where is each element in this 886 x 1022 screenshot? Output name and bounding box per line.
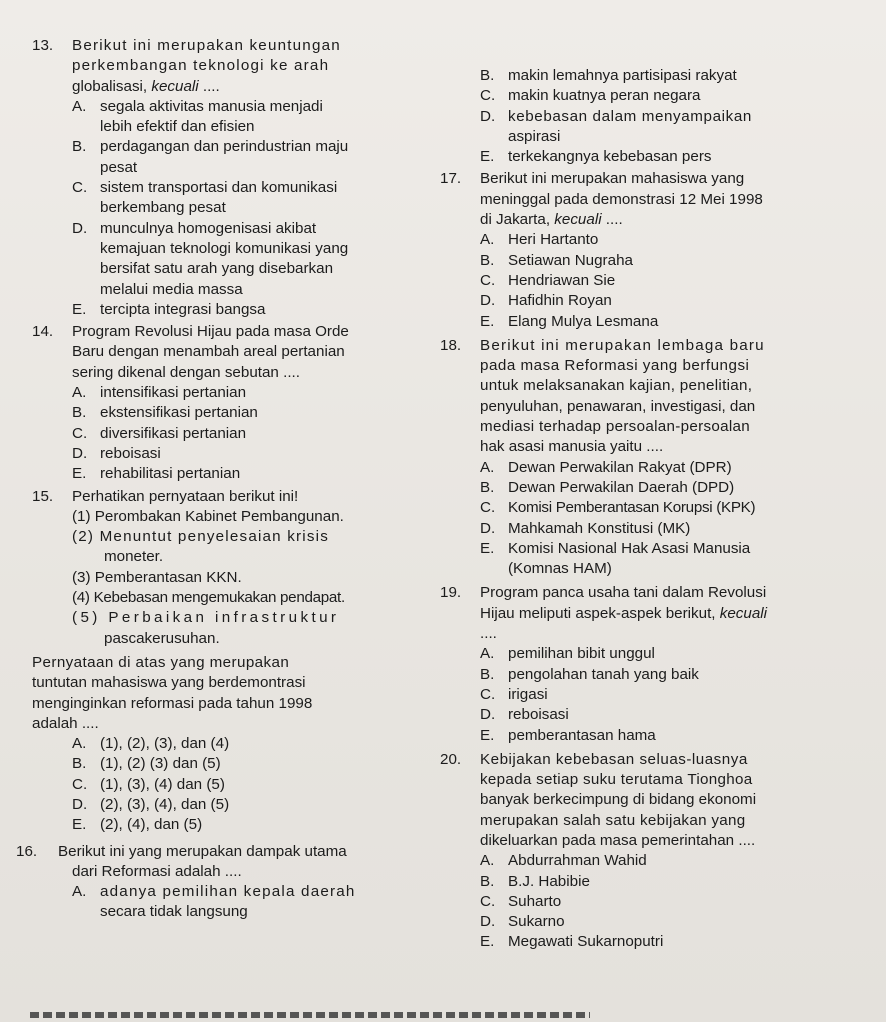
question-number: 19.: [440, 584, 462, 602]
option-letter: A.: [72, 97, 87, 115]
option-letter: E.: [480, 539, 495, 557]
question-number: 13.: [32, 37, 54, 54]
option-a: [480, 458, 876, 478]
option-text: intensifikasi pertanian: [100, 384, 247, 402]
option-text: melalui media massa: [100, 280, 243, 298]
option-letter: B.: [72, 138, 87, 156]
option-text: (1), (2), (3), dan (4): [100, 735, 230, 753]
option-text: Megawati Sukarnoputri: [508, 933, 664, 951]
option-c: [480, 892, 876, 912]
question-number: 17.: [440, 170, 462, 188]
statement: (5) Perbaikan infrastruktur: [72, 609, 340, 627]
option-text: kebebasan dalam menyampaikan: [508, 107, 752, 125]
option-letter: E.: [480, 148, 495, 166]
option-text: Elang Mulya Lesmana: [508, 312, 659, 330]
option-text: reboisasi: [100, 444, 161, 462]
question-19: [440, 583, 876, 745]
question-13: [32, 36, 414, 320]
option-d: [72, 795, 414, 815]
option-letter: B.: [72, 404, 87, 422]
option-letter: D.: [480, 913, 496, 931]
option-letter: B.: [480, 478, 495, 496]
option-letter: D.: [480, 519, 496, 537]
option-b: [480, 478, 876, 498]
right-column: [440, 66, 876, 953]
option-letter: D.: [72, 219, 88, 237]
option-letter: C.: [480, 87, 496, 105]
option-letter: C.: [480, 892, 496, 910]
question-text: Pernyataan di atas yang merupakan: [32, 653, 290, 671]
option-letter: E.: [72, 300, 87, 318]
option-d: [480, 912, 876, 932]
option-b: [72, 137, 414, 178]
option-b: [72, 754, 414, 774]
question-text: dikeluarkan pada masa pemerintahan ....: [480, 831, 756, 849]
option-a: [72, 882, 414, 923]
question-text: penyuluhan, penawaran, investigasi, dan: [480, 397, 756, 415]
option-text: (2), (4), dan (5): [100, 816, 203, 834]
option-letter: A.: [480, 645, 495, 663]
option-text: Suharto: [508, 892, 562, 910]
question-text: banyak berkecimpung di bidang ekonomi: [480, 791, 757, 809]
option-letter: C.: [480, 499, 496, 517]
option-c: [480, 498, 876, 518]
option-text: tercipta integrasi bangsa: [100, 300, 266, 318]
option-letter: E.: [480, 312, 495, 330]
statement: pascakerusuhan.: [104, 629, 220, 647]
option-letter: B.: [480, 872, 495, 890]
question-text: Berikut ini merupakan lembaga baru: [480, 336, 765, 354]
option-text: kemajuan teknologi komunikasi yang: [100, 239, 349, 257]
option-text: munculnya homogenisasi akibat: [100, 219, 317, 237]
option-b: [480, 66, 876, 86]
question-text: Hijau meliputi aspek-aspek berikut, kecuali: [480, 604, 768, 622]
question-text: meninggal pada demonstrasi 12 Mei 1998: [480, 190, 763, 208]
question-text: globalisasi, kecuali ....: [72, 77, 220, 95]
question-number: 16.: [16, 842, 38, 860]
option-letter: B.: [480, 251, 495, 269]
option-letter: C.: [72, 179, 88, 197]
option-letter: E.: [72, 465, 87, 483]
question-text: pada masa Reformasi yang berfungsi: [480, 357, 750, 375]
left-column: [16, 36, 414, 923]
option-text: Hafidhin Royan: [508, 292, 612, 310]
option-d: [480, 519, 876, 539]
option-text: pengolahan tanah yang baik: [508, 665, 699, 683]
option-text: diversifikasi pertanian: [100, 424, 247, 442]
option-text: Abdurrahman Wahid: [508, 852, 647, 870]
option-text: terkekangnya kebebasan pers: [508, 148, 712, 166]
option-c: [72, 775, 414, 795]
option-letter: D.: [480, 292, 496, 310]
statement: (4) Kebebasan mengemukakan pendapat.: [72, 589, 345, 607]
question-text: ....: [480, 625, 497, 643]
question-text: kepada setiap suku terutama Tionghoa: [480, 771, 753, 789]
question-text: Berikut ini merupakan mahasiswa yang: [480, 170, 745, 188]
option-text: segala aktivitas manusia menjadi: [100, 97, 323, 115]
option-e: [480, 932, 876, 952]
statement: (3) Pemberantasan KKN.: [72, 568, 242, 586]
option-b: [72, 403, 414, 423]
option-letter: E.: [480, 726, 495, 744]
option-text: reboisasi: [508, 706, 569, 724]
option-letter: A.: [480, 852, 495, 870]
option-d: [480, 705, 876, 725]
option-e: [72, 464, 414, 484]
option-a: [72, 383, 414, 403]
option-text: berkembang pesat: [100, 199, 226, 217]
question-text: menginginkan reformasi pada tahun 1998: [32, 694, 313, 712]
statement: (1) Perombakan Kabinet Pembangunan.: [72, 507, 344, 525]
option-text: perdagangan dan perindustrian maju: [100, 138, 349, 156]
option-e: [72, 300, 414, 320]
option-text: B.J. Habibie: [508, 872, 590, 890]
option-letter: A.: [480, 458, 495, 476]
option-text: lebih efektif dan efisien: [100, 118, 255, 136]
option-text: pesat: [100, 158, 138, 176]
option-b: [480, 251, 876, 271]
option-a: [72, 97, 414, 138]
question-16-continued: [440, 66, 876, 167]
question-16: [16, 842, 414, 923]
option-text: sistem transportasi dan komunikasi: [100, 179, 338, 197]
option-letter: A.: [480, 231, 495, 249]
option-letter: B.: [480, 67, 495, 84]
question-text: Program panca usaha tani dalam Revolusi: [480, 584, 767, 602]
question-text: Baru dengan menambah areal pertanian: [72, 343, 345, 361]
question-text: Kebijakan kebebasan seluas-luasnya: [480, 750, 748, 768]
option-text: Setiawan Nugraha: [508, 251, 633, 269]
option-letter: D.: [480, 107, 496, 125]
statement: (2) Menuntut penyelesaian krisis: [72, 528, 330, 546]
question-text: mediasi terhadap persoalan-persoalan: [480, 418, 750, 436]
option-text: Hendriawan Sie: [508, 271, 616, 289]
option-letter: A.: [72, 735, 87, 753]
question-text: Program Revolusi Hijau pada masa Orde: [72, 323, 349, 341]
option-text: Mahkamah Konstitusi (MK): [508, 519, 691, 537]
question-text: sering dikenal dengan sebutan ....: [72, 363, 300, 381]
cut-off-text-line: [30, 1012, 590, 1018]
option-text: (1), (2) (3) dan (5): [100, 755, 221, 773]
question-text: tuntutan mahasiswa yang berdemontrasi: [32, 674, 306, 692]
option-a: [480, 644, 876, 664]
option-e: [480, 312, 876, 332]
option-text: irigasi: [508, 685, 548, 703]
option-letter: D.: [72, 444, 88, 462]
option-letter: C.: [480, 685, 496, 703]
option-letter: E.: [480, 933, 495, 951]
question-18: [440, 336, 876, 580]
option-text: adanya pemilihan kepala daerah: [100, 883, 356, 901]
option-a: [72, 734, 414, 754]
statement: moneter.: [104, 548, 164, 566]
option-letter: C.: [480, 271, 496, 289]
question-text: Berikut ini yang merupakan dampak utama: [58, 842, 347, 860]
option-text: aspirasi: [508, 127, 561, 145]
option-c: [480, 271, 876, 291]
option-letter: C.: [72, 775, 88, 793]
option-text: pemberantasan hama: [508, 726, 656, 744]
option-letter: D.: [480, 706, 496, 724]
question-text: untuk melaksanakan kajian, penelitian,: [480, 377, 753, 395]
question-number: 18.: [440, 336, 462, 354]
option-e: [480, 147, 876, 167]
question-text: perkembangan teknologi ke arah: [72, 57, 330, 75]
option-text: rehabilitasi pertanian: [100, 465, 241, 483]
option-e: [480, 726, 876, 746]
option-letter: A.: [72, 883, 87, 901]
question-text: hak asasi manusia yaitu ....: [480, 438, 664, 456]
option-letter: B.: [480, 665, 495, 683]
option-e: [480, 539, 876, 580]
option-text: Komisi Pemberantasan Korupsi (KPK): [508, 499, 756, 517]
question-number: 15.: [32, 487, 54, 505]
question-20: [440, 750, 876, 953]
option-text: (1), (3), (4) dan (5): [100, 775, 225, 793]
question-text: di Jakarta, kecuali ....: [480, 211, 623, 229]
option-c: [72, 424, 414, 444]
question-14: [32, 322, 414, 484]
option-b: [480, 665, 876, 685]
question-15: [32, 487, 414, 836]
option-text: bersifat satu arah yang disebarkan: [100, 260, 334, 278]
option-text: Heri Hartanto: [508, 231, 599, 249]
option-d: [72, 444, 414, 464]
option-d: [480, 107, 876, 148]
question-text: merupakan salah satu kebijakan yang: [480, 811, 746, 829]
option-text: Komisi Nasional Hak Asasi Manusia: [508, 539, 751, 557]
option-c: [480, 86, 876, 106]
option-text: Dewan Perwakilan Rakyat (DPR): [508, 458, 732, 476]
option-c: [72, 178, 414, 219]
option-text: (2), (3), (4), dan (5): [100, 795, 230, 813]
question-text: adalah ....: [32, 714, 99, 732]
option-letter: D.: [72, 795, 88, 813]
question-text: Perhatikan pernyataan berikut ini!: [72, 487, 299, 505]
option-text: pemilihan bibit unggul: [508, 645, 655, 663]
option-text: ekstensifikasi pertanian: [100, 404, 258, 422]
option-d: [72, 219, 414, 300]
option-letter: A.: [72, 384, 87, 402]
option-text: Dewan Perwakilan Daerah (DPD): [508, 478, 735, 496]
option-a: [480, 851, 876, 871]
option-text: Sukarno: [508, 913, 565, 931]
option-text: (Komnas HAM): [508, 560, 612, 578]
option-c: [480, 685, 876, 705]
question-17: [440, 169, 876, 331]
question-number: 14.: [32, 323, 54, 341]
option-letter: B.: [72, 755, 87, 773]
option-a: [480, 230, 876, 250]
option-text: makin lemahnya partisipasi rakyat: [508, 67, 737, 84]
option-letter: E.: [72, 816, 87, 834]
question-text: dari Reformasi adalah ....: [72, 862, 242, 880]
question-text: Berikut ini merupakan keuntungan: [72, 37, 341, 54]
question-number: 20.: [440, 750, 462, 768]
option-e: [72, 815, 414, 835]
option-letter: C.: [72, 424, 88, 442]
option-d: [480, 291, 876, 311]
option-text: makin kuatnya peran negara: [508, 87, 701, 105]
option-b: [480, 872, 876, 892]
option-text: secara tidak langsung: [100, 903, 248, 921]
